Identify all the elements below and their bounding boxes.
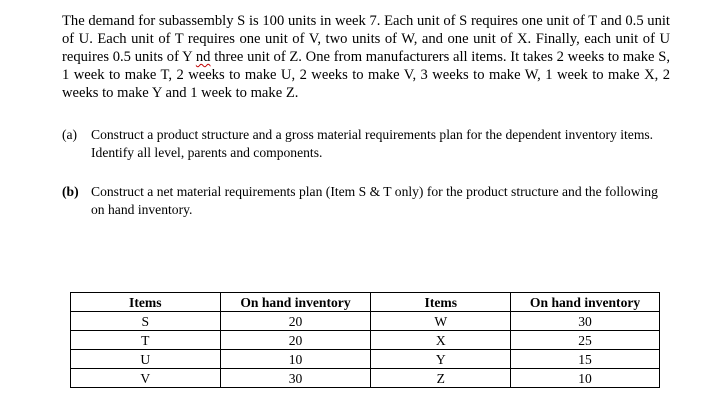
table-cell: W (371, 312, 511, 331)
table-cell: 30 (511, 312, 660, 331)
table-cell: X (371, 331, 511, 350)
header-on-hand-right: On hand inventory (511, 293, 660, 312)
table-cell: Z (371, 369, 511, 388)
problem-text-part-2: three unit of Z. One from manufacturers all items. It takes 2 weeks to make S, 1 week to make T, 2 weeks to make U, 2 weeks to make V, 3 weeks to make W, 1 week to make X, 2 weeks to make Y and 1 week to make Z. (62, 49, 671, 101)
table-cell: S (71, 312, 221, 331)
question-a (62, 126, 671, 162)
question-a-label: (a) (62, 127, 78, 142)
table-cell: 30 (220, 369, 371, 388)
table-cell: 20 (220, 312, 371, 331)
problem-statement (62, 12, 670, 102)
on-hand-inventory-table (70, 292, 660, 388)
table-cell: U (71, 350, 221, 369)
table-cell: Y (371, 350, 511, 369)
table-cell: 20 (220, 331, 371, 350)
question-b-label: (b) (62, 184, 79, 199)
table-header-row (71, 293, 660, 312)
question-a-text: Construct a product structure and a gross material requirements plan for the dependent inventory items. Identify all level, parents and components. (91, 127, 654, 160)
table-cell: 15 (511, 350, 660, 369)
table-cell: V (71, 369, 221, 388)
table-row (71, 369, 660, 388)
table-cell: T (71, 331, 221, 350)
table-cell: 10 (511, 369, 660, 388)
table-row (71, 331, 660, 350)
misspelled-word-nd: nd (195, 49, 211, 65)
header-items-left: Items (71, 293, 221, 312)
problem-text-part-1: The demand for subassembly S is 100 units in week 7. Each unit of S requires one unit of T and 0.5 unit of U. Each unit of T requires one unit of V, two units of W, and one unit of X. Finally, each unit of U requires 0.5 units of Y (62, 13, 670, 65)
question-b (62, 183, 671, 219)
header-on-hand-left: On hand inventory (220, 293, 371, 312)
question-b-text: Construct a net material requirements plan (Item S & T only) for the product structure and the following on hand inventory. (91, 184, 658, 217)
table-cell: 10 (220, 350, 371, 369)
header-items-right: Items (371, 293, 511, 312)
table-row (71, 312, 660, 331)
table-row (71, 350, 660, 369)
table-cell: 25 (511, 331, 660, 350)
